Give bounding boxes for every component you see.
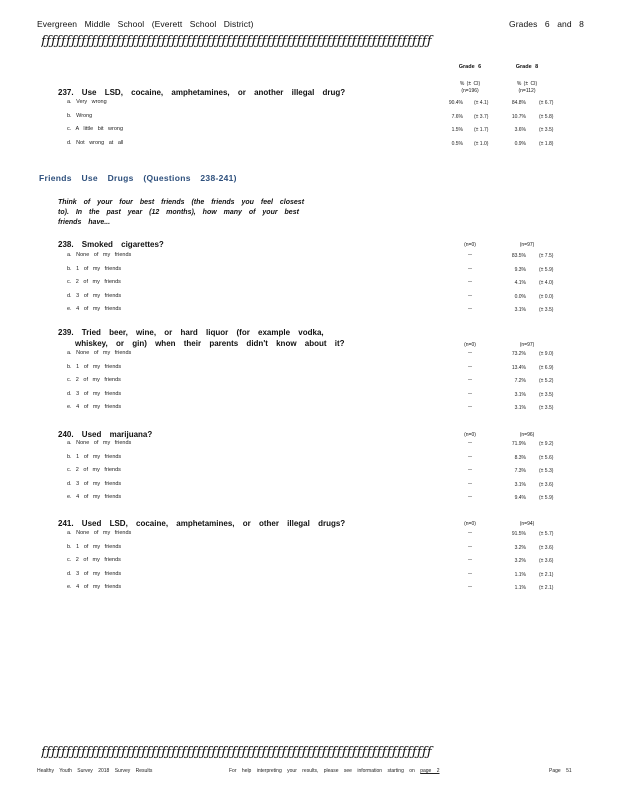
grade8-ci: (± 7.5) — [539, 253, 554, 259]
grade8-ci: (± 3.6) — [539, 544, 554, 551]
grade8-value: 83.5% — [511, 253, 526, 259]
option-label: e. 4 of my friends — [67, 404, 122, 410]
section-title: Friends Use Drugs (Questions 238-241) — [39, 173, 237, 183]
grade8-ci: (± 3.5) — [539, 405, 554, 411]
q240-grade8-n: (n=96) — [519, 432, 535, 438]
option-label: d. Not wrong at all — [67, 139, 124, 146]
option-label: b. 1 of my friends — [67, 265, 122, 272]
grade8-ci: (± 5.6) — [539, 454, 554, 461]
grade8-value: 73.2% — [511, 351, 526, 357]
grade6-value: -- — [468, 292, 472, 299]
grade6-ci: (± 1.7) — [474, 127, 489, 133]
grade8-value: 3.6% — [514, 127, 526, 133]
grade8-value: 7.3% — [514, 468, 526, 475]
q239-grade6-n: (n=0) — [464, 342, 476, 348]
grade6-value: -- — [468, 306, 472, 313]
grade6-value: -- — [468, 265, 472, 272]
grade8-ci: (± 5.2) — [539, 378, 554, 384]
option-label: a. None of my friends — [67, 530, 132, 536]
intro-line-2: to). In the past year (12 months), how many of your best — [58, 209, 299, 216]
grade8-value: 71.9% — [511, 441, 526, 447]
grade8-value: 4.1% — [514, 280, 526, 287]
grade8-value: 3.1% — [514, 307, 526, 314]
grade6-value: -- — [468, 467, 472, 474]
grade8-ci: (± 9.2) — [539, 441, 554, 447]
grade6-value: -- — [468, 453, 472, 460]
option-label: e. 4 of my friends — [67, 584, 122, 590]
option-label: c. 2 of my friends — [67, 557, 121, 563]
q238-grade8-n: (n=97) — [519, 242, 535, 248]
grade6-value: 1.5% — [451, 127, 463, 133]
grade8-value: 3.2% — [514, 558, 526, 564]
footer-survey-name: Healthy Youth Survey 2018 Survey Results — [37, 768, 153, 774]
top-rule: ƒƒƒƒƒƒƒƒƒƒƒƒƒƒƒƒƒƒƒƒƒƒƒƒƒƒƒƒƒƒƒƒƒƒƒƒƒƒƒƒƒƒƒƒƒƒƒƒƒƒƒƒƒƒƒƒƒƒƒƒƒƒƒƒƒƒƒƒƒƒƒƒƒƒƒƒƒƒ — [41, 34, 432, 48]
option-label: a. None of my friends — [67, 252, 132, 258]
grade8-value: 3.1% — [514, 391, 526, 398]
grade6-value: -- — [468, 530, 472, 536]
option-label: c. A little bit wrong — [67, 126, 124, 132]
option-label: b. 1 of my friends — [67, 453, 122, 460]
grade6-value: -- — [468, 480, 472, 487]
grade8-header: Grade 8 — [515, 64, 539, 70]
grade8-ci: (± 5.9) — [539, 266, 554, 273]
grade6-n: (n=196) — [461, 88, 479, 94]
grade8-ci: (± 3.5) — [539, 127, 554, 133]
q238-grade6-n: (n=0) — [464, 242, 476, 248]
grade8-ci: (± 5.7) — [539, 531, 554, 537]
grade8-value: 9.4% — [514, 495, 526, 502]
grade8-value: 3.1% — [514, 405, 526, 411]
grade6-value: 7.6% — [451, 113, 463, 120]
grade8-value: 3.2% — [514, 544, 526, 551]
question-241-title: 241. Used LSD, cocaine, amphetamines, or other illegal drugs? — [58, 519, 346, 528]
option-label: a. None of my friends — [67, 350, 132, 356]
grade8-ci: (± 0.0) — [539, 293, 554, 300]
grade8-value: 0.0% — [514, 293, 526, 300]
grade6-value: -- — [468, 377, 472, 383]
option-label: d. 3 of my friends — [67, 292, 122, 299]
grade8-value: 91.5% — [511, 531, 526, 537]
grade8-n: (n=112) — [518, 88, 536, 94]
grade6-value: -- — [468, 279, 472, 286]
grade8-ci: (± 5.8) — [539, 113, 554, 120]
grade6-pct-ci: % (± CI) — [459, 81, 481, 87]
option-label: a. None of my friends — [67, 440, 132, 446]
grade8-value: 9.3% — [514, 266, 526, 273]
grade6-ci: (± 1.0) — [474, 140, 489, 147]
option-label: c. 2 of my friends — [67, 279, 121, 286]
grade8-value: 8.3% — [514, 454, 526, 461]
grade8-ci: (± 5.3) — [539, 468, 554, 475]
footer-help-text — [229, 768, 440, 774]
option-label: e. 4 of my friends — [67, 494, 122, 501]
grade8-ci: (± 2.1) — [539, 571, 554, 578]
grade6-value: -- — [468, 404, 472, 410]
grade8-value: 0.9% — [514, 140, 526, 147]
grade8-ci: (± 3.5) — [539, 307, 554, 314]
q241-grade8-n: (n=94) — [519, 521, 535, 527]
intro-line-3: friends have... — [58, 219, 111, 226]
option-label: c. 2 of my friends — [67, 377, 121, 383]
grade6-header: Grade 6 — [458, 64, 482, 70]
grade6-value: -- — [468, 440, 472, 446]
grade8-pct-ci: % (± CI) — [516, 81, 538, 87]
grade6-value: -- — [468, 584, 472, 590]
grade8-ci: (± 9.0) — [539, 351, 554, 357]
q240-grade6-n: (n=0) — [464, 432, 476, 438]
footer-page-link[interactable]: page 2 — [420, 768, 440, 774]
question-239-title-line-1: 239. Tried beer, wine, or hard liquor (for example vodka, — [58, 328, 324, 337]
option-label: d. 3 of my friends — [67, 480, 122, 487]
grade8-ci: (± 1.8) — [539, 140, 554, 147]
grade6-value: -- — [468, 363, 472, 370]
grade8-value: 13.4% — [511, 364, 526, 371]
grade6-value: -- — [468, 390, 472, 397]
intro-line-1: Think of your four best friends (the friends you feel closest — [58, 199, 305, 206]
question-237-title: 237. Use LSD, cocaine, amphetamines, or another illegal drug? — [58, 88, 346, 97]
bottom-rule: ƒƒƒƒƒƒƒƒƒƒƒƒƒƒƒƒƒƒƒƒƒƒƒƒƒƒƒƒƒƒƒƒƒƒƒƒƒƒƒƒƒƒƒƒƒƒƒƒƒƒƒƒƒƒƒƒƒƒƒƒƒƒƒƒƒƒƒƒƒƒƒƒƒƒƒƒƒƒ — [41, 745, 432, 759]
question-240-title: 240. Used marijuana? — [58, 430, 153, 439]
grade6-value: -- — [468, 494, 472, 501]
grade8-value: 10.7% — [511, 113, 526, 120]
footer-page-number: Page 51 — [549, 768, 572, 774]
option-label: a. Very wrong — [67, 99, 107, 105]
option-label: d. 3 of my friends — [67, 570, 122, 577]
question-238-title: 238. Smoked cigarettes? — [58, 240, 164, 249]
grade8-value: 3.1% — [514, 481, 526, 488]
grade8-ci: (± 6.9) — [539, 364, 554, 371]
grade6-value: 0.5% — [451, 140, 463, 147]
grade8-ci: (± 5.9) — [539, 495, 554, 502]
q239-grade8-n: (n=97) — [519, 342, 535, 348]
school-name: Evergreen Middle School (Everett School District) — [37, 19, 254, 29]
grade8-value: 7.2% — [514, 378, 526, 384]
grade6-ci: (± 4.1) — [474, 100, 489, 106]
footer-help-sentence: For help interpreting your results, please see information starting on — [229, 768, 415, 774]
q241-grade6-n: (n=0) — [464, 521, 476, 527]
grade8-value: 1.1% — [514, 585, 526, 591]
option-label: b. 1 of my friends — [67, 543, 122, 550]
grade8-ci: (± 2.1) — [539, 585, 554, 591]
question-239-title-line-2: whiskey, or gin) when their parents didn't know about it? — [75, 339, 345, 348]
grade8-ci: (± 3.5) — [539, 391, 554, 398]
grade6-value: -- — [468, 570, 472, 577]
option-label: b. 1 of my friends — [67, 363, 122, 370]
grade8-ci: (± 4.0) — [539, 280, 554, 287]
grade8-value: 1.1% — [514, 571, 526, 578]
grade8-ci: (± 3.6) — [539, 481, 554, 488]
option-label: e. 4 of my friends — [67, 306, 122, 313]
grade6-value: -- — [468, 350, 472, 356]
grade6-ci: (± 3.7) — [474, 113, 489, 120]
grade6-value: -- — [468, 543, 472, 550]
option-label: d. 3 of my friends — [67, 390, 122, 397]
grade8-ci: (± 3.6) — [539, 558, 554, 564]
grades-label: Grades 6 and 8 — [509, 19, 584, 29]
grade6-value: -- — [468, 252, 472, 258]
grade6-value: 90.4% — [448, 100, 463, 106]
grade8-value: 84.8% — [511, 100, 526, 106]
option-label: c. 2 of my friends — [67, 467, 121, 474]
option-label: b. Wrong — [67, 112, 93, 119]
grade8-ci: (± 6.7) — [539, 100, 554, 106]
grade6-value: -- — [468, 557, 472, 563]
